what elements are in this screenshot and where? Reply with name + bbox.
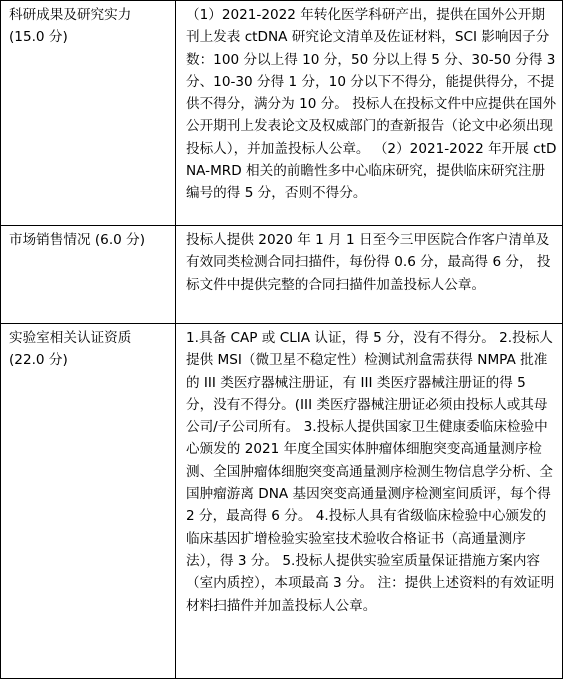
table-row — [1, 1, 563, 226]
criterion-label-cell — [1, 324, 176, 679]
table-row — [1, 324, 563, 679]
criterion-label: 科研成果及研究实力 — [9, 7, 132, 23]
criterion-label-cell — [1, 226, 176, 324]
criterion-description: （1）2021-2022 年转化医学科研产出，提供在国外公开期刊上发表 ctDNA 研究论文清单及佐证材料，SCI 影响因子分数：100 分以上得 10 分，50 分以上得 5 分、30-50 分得 3 分、10-30 分得 1 分，10 分以下不得分，能提供得分，不提供不得分，满分为 10 分。 投标人在投标文件中应提供在国外公开期刊上发表论文及权威部门的查新报告（论文中必须出现投标人），并加盖投标人公章。 （2）2021-2022 年开展 ctDNA-MRD 相关的前瞻性多中心临床研究，提供临床研究注册编号的得 5 分，否则不得分。 — [176, 1, 563, 226]
criterion-score: (15.0 分) — [9, 29, 68, 46]
criterion-description: 1.具备 CAP 或 CLIA 认证，得 5 分，没有不得分。 2.投标人提供 MSI（微卫星不稳定性）检测试剂盒需获得 NMPA 批准的 III 类医疗器械注册证，有 III 类医疗器械注册证的得 5 分，没有不得分。(III 类医疗器械注册证必须由投标人或其母公司/子公司所有。 3.投标人提供国家卫生健康委临床检验中心颁发的 2021 年度全国实体肿瘤体细胞突变高通量测序检测、全国肿瘤体细胞突变高通量测序检测生物信息学分析、全国肿瘤游离 DNA 基因突变高通量测序检测室间质评，每个得 2 分，最高得 6 分。 4.投标人具有省级临床检验中心颁发的临床基因扩增检验实验室技术验收合格证书（高通量测序法），得 3 分。 5.投标人提供实验室质量保证措施方案内容（室内质控），本项最高 3 分。 注：提供上述资料的有效证明材料扫描件并加盖投标人公章。 — [176, 324, 563, 679]
table-row — [1, 226, 563, 324]
criterion-score: (22.0 分) — [9, 352, 68, 369]
criterion-description: 投标人提供 2020 年 1 月 1 日至今三甲医院合作客户清单及有效同类检测合同扫描件，每份得 0.6 分，最高得 6 分， 投标文件中提供完整的合同扫描件加盖投标人公章。 — [176, 226, 563, 324]
criterion-label-cell — [1, 1, 176, 226]
criterion-label: 市场销售情况 (6.0 分) — [9, 232, 146, 248]
criterion-label: 实验室相关认证资质 — [9, 330, 132, 346]
